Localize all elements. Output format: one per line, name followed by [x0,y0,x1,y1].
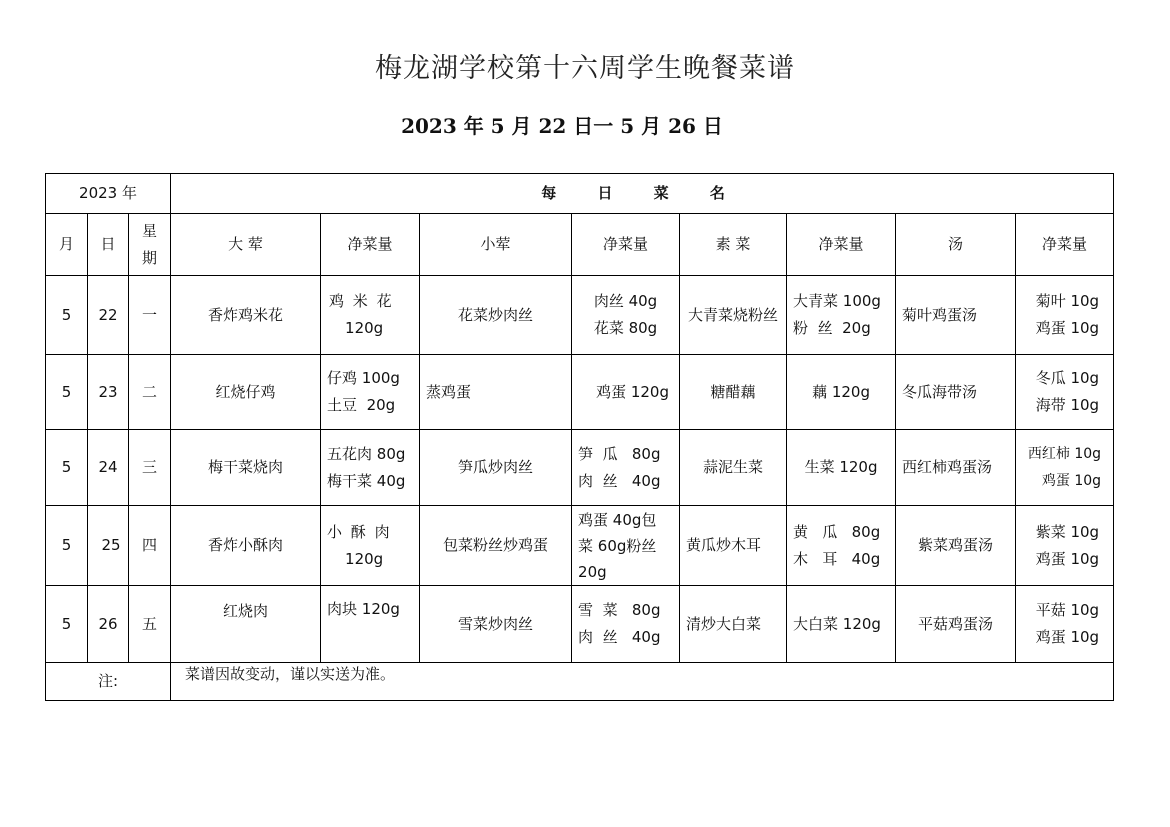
col-net-amount-4: 净菜量 [1016,214,1114,276]
small-amount-cell [572,430,680,506]
veg-dish-cell: 黄瓜炒木耳 [680,506,787,586]
note-row [46,663,1114,701]
amount-line: 菊叶 10g [1035,292,1100,310]
small-dish-cell: 笋瓜炒肉丝 [420,430,572,506]
col-main-meat: 大 荤 [171,214,321,276]
amount-line: 笋 瓜 80g [578,444,661,463]
main-amount-cell [321,430,420,506]
soup-amount-cell [1016,506,1114,586]
amount-line: 生菜 120g [804,458,878,476]
amount-line: 肉块 120g [327,600,400,618]
weekday-cell: 一 [129,276,171,355]
soup-cell: 菊叶鸡蛋汤 [896,276,1016,355]
small-dish-cell: 花菜炒肉丝 [420,276,572,355]
amount-line: 西红柿 10g [1027,445,1102,462]
soup-amount-cell [1016,430,1114,506]
small-amount-cell [572,586,680,663]
page-title: 梅龙湖学校第十六周学生晚餐菜谱 [375,53,795,84]
veg-amount-cell [787,506,896,586]
veg-amount-cell [787,276,896,355]
amount-line: 鸡蛋 40g包 [578,510,657,529]
soup-amount-cell [1016,355,1114,430]
amount-line: 仔鸡 100g [327,369,400,387]
small-dish-cell: 包菜粉丝炒鸡蛋 [420,506,572,586]
veg-dish-cell: 清炒大白菜 [680,586,787,663]
small-amount-cell [572,276,680,355]
amount-line: 花菜 80g [593,319,658,337]
month-cell: 5 [46,430,88,506]
small-dish-cell: 雪菜炒肉丝 [420,586,572,663]
weekday-cell: 二 [129,355,171,430]
table-header-columns [46,214,1114,276]
col-small-meat: 小荤 [420,214,572,276]
amount-line: 土豆 20g [327,396,396,414]
soup-amount-cell [1016,586,1114,663]
amount-line: 120g [345,319,384,337]
amount-line: 鸡蛋 10g [1035,628,1100,646]
amount-line: 鸡蛋 10g [1041,472,1102,489]
daily-dishes-header: 每 日 菜 名 [171,174,1114,214]
col-weekday-label: 星期 [142,221,158,267]
day-cell: 22 [88,276,129,355]
amount-line: 鸡 米 花 [329,292,394,310]
amount-line: 藕 120g [812,382,870,401]
main-amount-cell [321,355,420,430]
amount-line: 冬瓜 10g [1035,369,1100,387]
veg-amount-cell [787,430,896,506]
amount-line: 海带 10g [1035,396,1100,414]
veg-dish-text: 大青菜烧粉丝 [688,306,779,324]
amount-line: 梅干菜 40g [327,471,406,490]
col-net-amount-1: 净菜量 [321,214,420,276]
table-row [46,586,1114,663]
soup-amount-cell [1016,276,1114,355]
amount-line: 粉 丝 20g [793,319,871,337]
day-cell: 25 [88,506,129,586]
veg-amount-cell [787,586,896,663]
col-vegetable: 素 菜 [680,214,787,276]
amount-line: 肉丝 40g [593,292,658,310]
amount-line: 木 耳 40g [793,549,881,568]
amount-line: 紫菜 10g [1035,522,1100,541]
month-cell: 5 [46,355,88,430]
amount-line: 肉 丝 40g [578,628,661,646]
col-net-amount-3: 净菜量 [787,214,896,276]
small-amount-cell [572,506,680,586]
weekday-cell: 四 [129,506,171,586]
amount-line: 菜 60g粉丝 [578,536,657,555]
col-net-amount-2: 净菜量 [572,214,680,276]
day-cell: 26 [88,586,129,663]
date-range: 2023 年 5 月 22 日一 5 月 26 日 [401,114,723,138]
table-row [46,355,1114,430]
col-month: 月 [46,214,88,276]
main-dish-cell: 香炸鸡米花 [171,276,321,355]
small-amount-cell [572,355,680,430]
month-cell: 5 [46,586,88,663]
amount-line: 平菇 10g [1035,601,1100,619]
soup-cell: 紫菜鸡蛋汤 [896,506,1016,586]
year-cell: 2023 年 [46,174,171,214]
veg-dish-cell: 糖醋藕 [680,355,787,430]
soup-cell: 冬瓜海带汤 [896,355,1016,430]
table-row [46,430,1114,506]
note-label: 注: [46,663,171,701]
veg-dish-cell [680,276,787,355]
veg-dish-cell: 蒜泥生菜 [680,430,787,506]
main-dish-cell: 梅干菜烧肉 [171,430,321,506]
amount-line: 小 酥 肉 [327,522,392,541]
note-text: 菜谱因故变动，谨以实送为准。 [171,663,1114,701]
amount-line: 五花肉 80g [327,444,406,463]
main-amount-cell [321,586,420,663]
table-row [46,506,1114,586]
soup-cell: 平菇鸡蛋汤 [896,586,1016,663]
amount-line: 雪 菜 80g [578,601,661,619]
col-day: 日 [88,214,129,276]
month-cell: 5 [46,276,88,355]
veg-amount-cell [787,355,896,430]
main-dish-cell: 红烧仔鸡 [171,355,321,430]
small-dish-cell: 蒸鸡蛋 [420,355,572,430]
weekday-cell: 五 [129,586,171,663]
main-amount-cell [321,276,420,355]
amount-line: 鸡蛋 10g [1035,319,1100,337]
day-cell: 23 [88,355,129,430]
amount-line: 120g [345,549,384,568]
col-weekday [129,214,171,276]
amount-line: 20g [578,562,607,581]
amount-line: 大青菜 100g [793,292,881,310]
main-dish-cell: 香炸小酥肉 [171,506,321,586]
table-row [46,276,1114,355]
weekday-cell: 三 [129,430,171,506]
amount-line: 黄 瓜 80g [793,522,881,541]
main-dish-cell: 红烧肉 [171,586,321,663]
menu-table [45,173,1114,701]
amount-line: 肉 丝 40g [578,471,661,490]
day-cell: 24 [88,430,129,506]
main-amount-cell [321,506,420,586]
month-cell: 5 [46,506,88,586]
col-soup: 汤 [896,214,1016,276]
soup-cell: 西红柿鸡蛋汤 [896,430,1016,506]
amount-line: 鸡蛋 10g [1035,549,1100,568]
table-header-top [46,174,1114,214]
amount-line: 鸡蛋 120g [596,382,669,401]
amount-line: 大白菜 120g [793,614,881,633]
